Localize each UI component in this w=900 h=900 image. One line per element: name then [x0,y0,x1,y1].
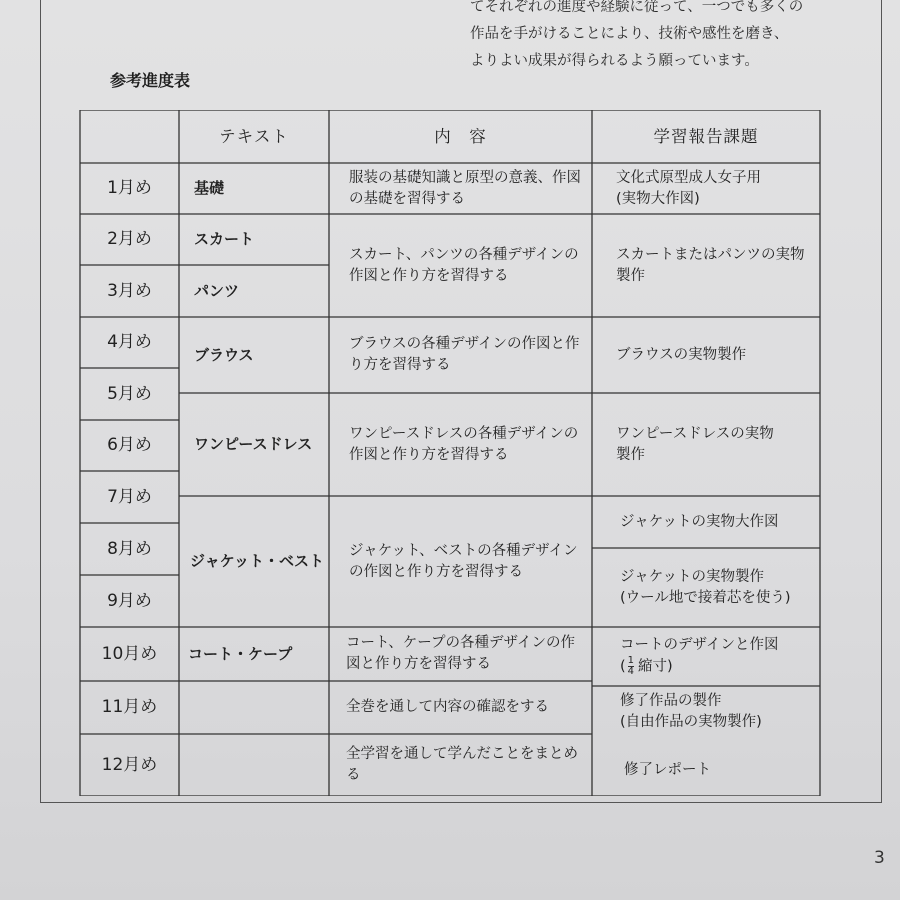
content-cell: スカート、パンツの各種デザインの作図と作り方を習得する [349,246,579,284]
content-cell: ワンピースドレスの各種デザインの作図と作り方を習得する [349,425,579,463]
month-cell: 2月め [107,229,152,249]
textbook-cell: ブラウス [194,345,254,364]
header-report: 学習報告課題 [653,127,759,146]
section-title: 参考進度表 [110,71,191,90]
textbook-cell: 基礎 [194,179,225,197]
report-line: (自由作品の実物製作) [620,714,762,730]
month-cell: 9月め [107,590,152,611]
report-cell [620,627,820,686]
page-number: 3 [874,848,885,868]
textbook-cell: パンツ [194,281,240,300]
report-line: (実物大作図) [616,190,700,207]
intro-line: よりよい成果が得られるよう願っています。 [470,53,759,69]
report-line: (ウール地で接着芯を使う) [620,589,791,606]
content-cell: ジャケット、ベストの各種デザインの作図と作り方を習得する [349,542,578,580]
month-cell: 10月め [101,643,158,664]
report-cell: スカートまたはパンツの実物製作 [616,246,805,284]
report-line: ジャケットの実物製作 [620,568,764,585]
month-cell: 3月め [107,280,152,301]
report-cell: ブラウスの実物製作 [616,346,747,363]
report-scale-text: 縮寸) [638,658,673,675]
progress-table [64,110,858,796]
month-cell: 1月め [107,178,152,198]
month-cell: 11月め [101,697,158,717]
fraction-denominator: 4 [627,666,635,678]
intro-line: てそれぞれの進度や経験に従って、一つでも多くの [470,0,804,15]
content-cell: 全巻を通して内容の確認をする [346,699,549,715]
intro-paragraph [470,0,870,75]
fraction-quarter [628,656,634,677]
report-cell [616,163,816,214]
report-line: 文化式原型成人女子用 [616,169,761,186]
textbook-cell: ジャケット・ベスト [190,552,324,570]
month-cell: 6月め [107,435,152,455]
content-cell: 全学習を通して学んだことをまとめる [346,746,578,783]
textbook-cell: ワンピースドレス [194,435,313,453]
month-cell: 7月め [107,486,152,507]
content-cell: 服装の基礎知識と原型の意義、作図の基礎を習得する [349,169,581,207]
report-line [620,656,673,678]
fraction-numerator: 1 [627,655,635,667]
textbook-cell: スカート [194,230,255,248]
report-paren: ( [620,658,626,675]
month-cell: 8月め [107,538,152,559]
month-cell: 4月め [107,332,152,352]
header-text: テキスト [219,127,289,146]
report-line: 修了作品の製作 [620,693,722,709]
report-line: コートのデザインと作図 [620,637,779,654]
content-cell: ブラウスの各種デザインの作図と作り方を習得する [349,336,580,373]
month-cell: 12月め [101,754,158,775]
report-cell [620,548,820,627]
report-cell: 修了レポート [624,761,711,778]
header-content: 内 容 [434,127,487,146]
content-cell: コート、ケープの各種デザインの作図と作り方を習得する [346,635,575,672]
textbook-cell: コート・ケープ [188,644,293,663]
report-cell: ワンピースドレスの実物製作 [616,425,774,463]
intro-line: 作品を手がけることにより、技術や感性を磨き、 [470,26,789,42]
report-cell [620,686,820,738]
report-cell: ジャケットの実物大作図 [620,513,779,530]
month-cell: 5月め [107,383,152,404]
